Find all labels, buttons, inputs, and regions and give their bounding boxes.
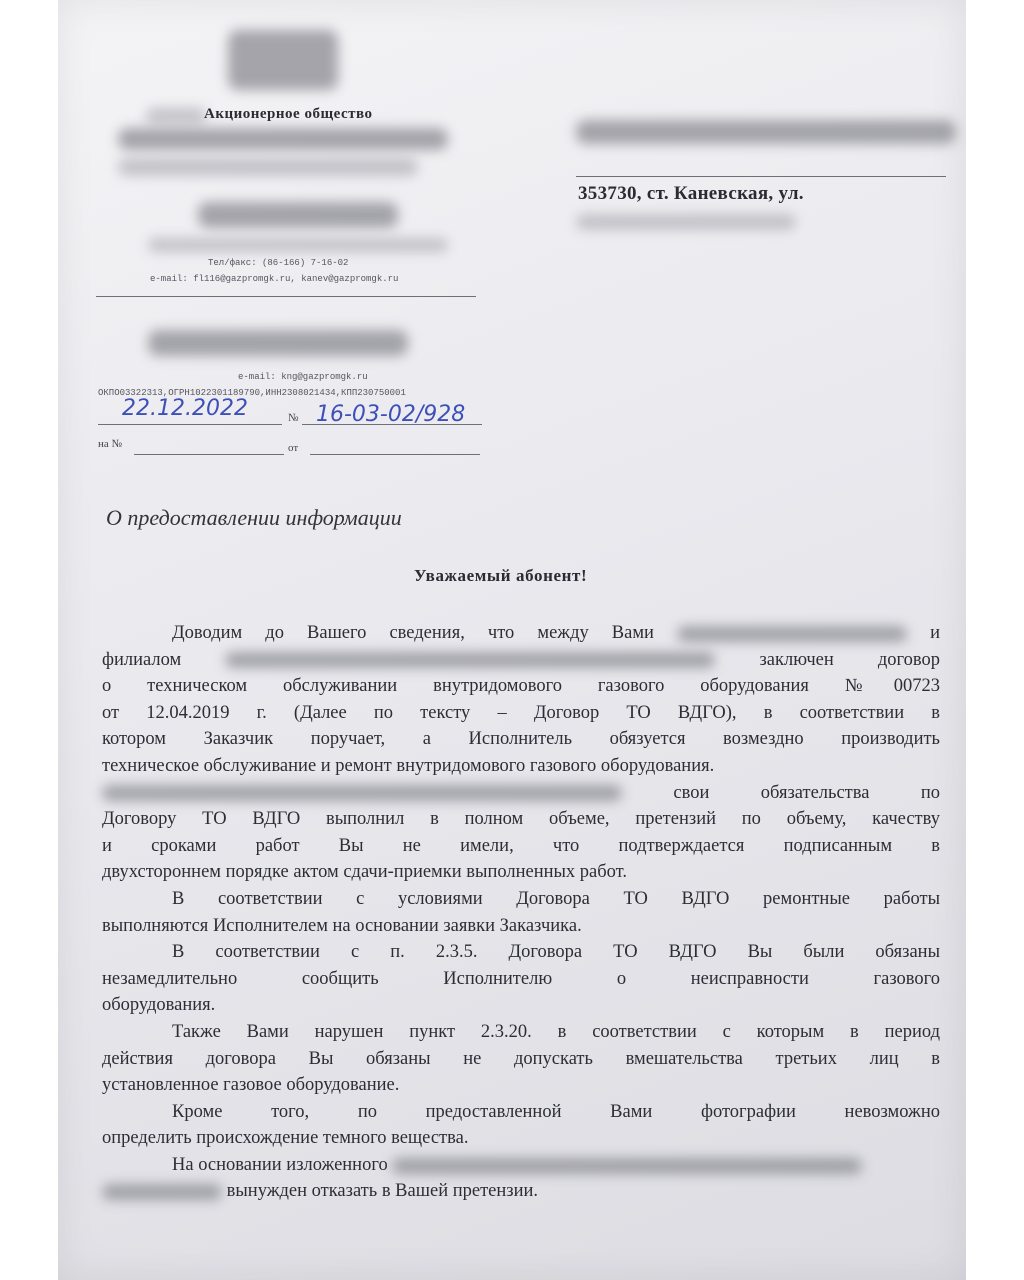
- email-line: e-mail: kng@gazpromgk.ru: [238, 372, 368, 382]
- redacted-company-name: [118, 128, 448, 150]
- redacted-branch-in-text: [225, 652, 715, 668]
- body-text-line: Договору ТО ВДГО выполнил в полном объеме, претензий по объему, качеству: [102, 809, 940, 830]
- outgoing-date: 22.12.2022: [122, 396, 248, 421]
- reply-label: на №: [98, 438, 123, 450]
- redacted-branch-name: [198, 202, 398, 228]
- body-text-line: незамедлительно сообщить Исполнителю о неисправности газового: [102, 968, 940, 989]
- redacted-recipient-name: [576, 120, 956, 144]
- paragraph: [102, 1152, 940, 1179]
- body-text-line: свои обязательства по: [673, 782, 940, 803]
- letter-body: [102, 620, 940, 1205]
- body-text-line: В соответствии с п. 2.3.5. Договора ТО ВДГО Вы были обязаны: [172, 942, 940, 963]
- body-text-line: В соответствии с условиями Договора ТО ВДГО ремонтные работы: [172, 888, 940, 909]
- paragraph: [102, 620, 940, 647]
- reply-number-line: [134, 454, 284, 455]
- number-underline: [302, 424, 482, 425]
- company-type: Акционерное общество: [204, 106, 373, 122]
- body-text-line: На основании изложенного: [172, 1154, 388, 1175]
- body-text-line: Также Вами нарушен пункт 2.3.20. в соответствии с которым в период: [172, 1021, 940, 1042]
- reply-date-line: [310, 454, 480, 455]
- body-text-line: установленное газовое оборудование.: [102, 1075, 400, 1096]
- body-text-line: выполняются Исполнителем на основании заявки Заказчика.: [102, 915, 582, 936]
- recipient-line-1: [576, 176, 946, 177]
- body-text-line: заключен договор: [759, 649, 941, 670]
- body-text-line: филиалом: [102, 649, 182, 670]
- redacted-executor-name: [102, 785, 622, 801]
- body-text-line: и сроками работ Вы не имели, что подтверждается подписанным в: [102, 835, 940, 856]
- reply-from-label: от: [288, 442, 299, 454]
- contacts-line-2: e-mail: fl116@gazpromgk.ru, kanev@gazpromgk.ru: [150, 274, 399, 284]
- body-text-line: действия договора Вы обязаны не допускать вмешательства третьих лиц в: [102, 1048, 940, 1069]
- letter-greeting: Уважаемый абонент!: [414, 566, 588, 585]
- redacted-recipient-fio: [677, 626, 907, 642]
- redacted-branch-address: [148, 238, 448, 252]
- date-underline: [98, 424, 282, 425]
- paragraph: [102, 780, 940, 807]
- body-text-line: о техническом обслуживании внутридомового газового оборудования №00723: [102, 676, 940, 697]
- body-text-line: котором Заказчик поручает, а Исполнитель обязуется возмездно производить: [102, 729, 940, 750]
- letter-subject: О предоставлении информации: [106, 505, 402, 530]
- redacted-executor-name-2: [392, 1158, 862, 1174]
- outgoing-number-prefix: №: [288, 412, 299, 424]
- body-text-line: и: [930, 623, 941, 643]
- contacts-line-1: Тел/факс: (86-166) 7-16-02: [208, 258, 349, 268]
- body-text-line: техническое обслуживание и ремонт внутридомового газового оборудования.: [102, 755, 715, 776]
- body-text-line: вынужден отказать в Вашей претензии.: [226, 1181, 539, 1202]
- redacted-head-office: [148, 330, 408, 356]
- redacted-company-name-2: [118, 158, 418, 176]
- body-text-line: определить происхождение темного вещества.: [102, 1128, 469, 1149]
- redacted-company-prefix: [146, 108, 206, 124]
- redacted-recipient-street: [576, 214, 796, 230]
- body-text-line: Кроме того, по предоставленной Вами фотографии невозможно: [172, 1101, 940, 1122]
- redacted-executor-short: [102, 1184, 222, 1200]
- body-text-line: Доводим до Вашего сведения, что между Вами: [172, 623, 654, 643]
- registration-line: ОКПО03322313,ОГРН1022301189790,ИНН2308021434,КПП230750001: [98, 388, 406, 398]
- letterhead-divider: [96, 296, 476, 297]
- recipient-address: 353730, ст. Каневская, ул.: [578, 183, 804, 204]
- body-text-line: от 12.04.2019 г. (Далее по тексту – Договор ТО ВДГО), в соответствии в: [102, 702, 940, 723]
- letter-page: [58, 0, 966, 1280]
- redacted-logo: [228, 30, 338, 90]
- paragraph: [102, 1178, 940, 1205]
- paragraph: [102, 647, 940, 674]
- outgoing-number: 16-03-02/928: [316, 402, 466, 427]
- body-text-line: двухстороннем порядке актом сдачи-приемки выполненных работ.: [102, 862, 628, 883]
- body-text-line: оборудования.: [102, 995, 216, 1016]
